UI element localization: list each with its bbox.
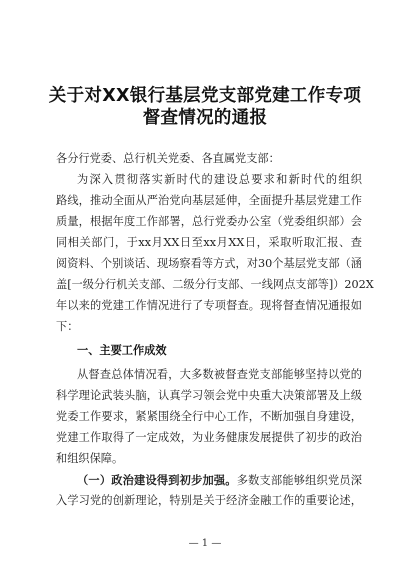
body-line: 党建工作取得了一定成效，为业务健康发展提供了初步的政治: [56, 431, 362, 444]
body-line: 科学理论武装头脑，认真学习领会党中央重大决策部署及上级: [56, 389, 362, 402]
body-line: 党委工作要求，紧紧围绕全行中心工作，不断加强自身建设，: [56, 410, 362, 423]
salutation: 各分行党委、总行机关党委、各直属党支部：: [56, 152, 280, 165]
subsection-text: 多数支部能够组织党员深: [236, 474, 362, 487]
subsection-line: [77, 473, 362, 488]
intro-line: 质量，根据年度工作部署，总行党委办公室（党委组织部）会: [56, 215, 362, 228]
intro-line: 为深入贯彻落实新时代的建设总要求和新时代的组织: [77, 173, 362, 186]
intro-line: 路线，推动全面从严治党向基层延伸，全面提升基层党建工作: [56, 194, 362, 207]
body-line: 和组织保障。: [56, 452, 124, 465]
body-line: 从督查总体情况看，大多数被督查党支部能够坚持以党的: [77, 368, 362, 381]
intro-line: 年以来的党建工作情况进行了专项督查。现将督查情况通报如: [56, 299, 362, 312]
intro-line: 阅资料、个别谈话、现场察看等方式，对30个基层党支部（涵: [56, 257, 362, 270]
page-number: — 1 —: [188, 538, 222, 549]
intro-line: 下：: [56, 320, 79, 333]
intro-line: 同相关部门，于xx月XX日至xx月XX日，采取听取汇报、查: [56, 236, 362, 249]
intro-line: 盖[一级分行机关支部、二级分行支部、一线网点支部等]）202X: [56, 278, 374, 291]
document-title-line-2: 督查情况的通报: [142, 108, 268, 128]
document-title-line-1: 关于对XX银行基层党支部党建工作专项: [48, 86, 362, 106]
section-heading: 一、主要工作成效: [77, 344, 167, 357]
body-line: 入学习党的创新理论，特别是关于经济金融工作的重要论述，: [56, 494, 362, 507]
subsection-heading: （一）政治建设得到初步加强。: [77, 473, 237, 487]
